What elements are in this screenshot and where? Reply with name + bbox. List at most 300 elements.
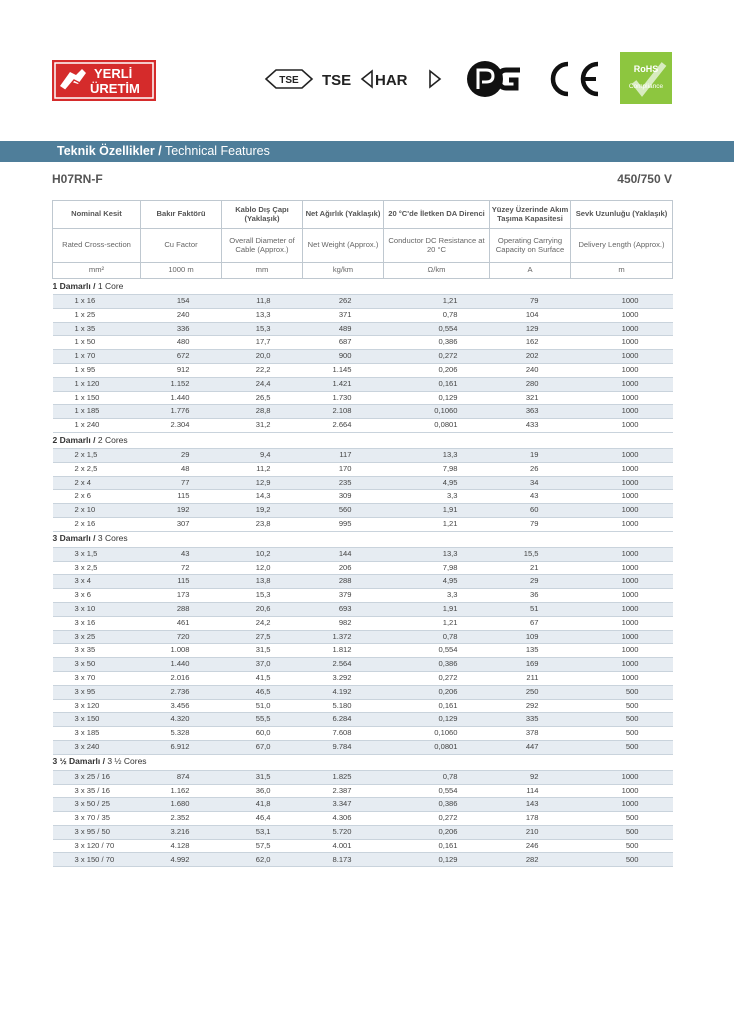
table-cell: 5.720: [303, 825, 384, 839]
table-cell: 2.352: [141, 812, 222, 826]
table-cell: 282: [490, 853, 571, 867]
table-cell: 7,98: [384, 561, 490, 575]
table-cell: 3 x 150 / 70: [53, 853, 141, 867]
table-cell: 693: [303, 602, 384, 616]
table-cell: 500: [571, 699, 673, 713]
table-cell: 115: [141, 490, 222, 504]
table-cell: 1.145: [303, 363, 384, 377]
cable-model: H07RN-F: [52, 172, 103, 186]
table-cell: 1000: [571, 644, 673, 658]
table-cell: 129: [490, 322, 571, 336]
table-cell: 114: [490, 784, 571, 798]
table-cell: 10,2: [222, 547, 303, 561]
table-cell: 321: [490, 391, 571, 405]
table-row: [53, 770, 673, 784]
table-cell: 178: [490, 812, 571, 826]
yerli-line2: ÜRETİM: [90, 81, 140, 96]
table-cell: 173: [141, 589, 222, 603]
table-cell: 1000: [571, 295, 673, 309]
table-cell: 162: [490, 336, 571, 350]
table-cell: 46,5: [222, 685, 303, 699]
table-row: [53, 504, 673, 518]
table-cell: 1000: [571, 419, 673, 433]
table-cell: 104: [490, 308, 571, 322]
section-title-english: 2 Cores: [97, 434, 128, 445]
title-turkish: Teknik Özellikler /: [57, 144, 162, 158]
table-cell: 1.152: [141, 377, 222, 391]
table-cell: 500: [571, 713, 673, 727]
table-cell: 433: [490, 419, 571, 433]
table-cell: 2 x 16: [53, 517, 141, 531]
table-cell: 3 x 240: [53, 740, 141, 754]
certification-logos: [0, 50, 734, 110]
table-row: [53, 713, 673, 727]
table-cell: 0,272: [384, 671, 490, 685]
table-cell: 0,1060: [384, 727, 490, 741]
table-cell: 2.016: [141, 671, 222, 685]
table-cell: 3 x 1,5: [53, 547, 141, 561]
table-cell: 0,1060: [384, 405, 490, 419]
table-row: [53, 336, 673, 350]
table-cell: 1000: [571, 616, 673, 630]
section-title: [53, 279, 673, 295]
table-cell: 31,5: [222, 644, 303, 658]
table-cell: 480: [141, 336, 222, 350]
header-row-english: [53, 229, 673, 263]
table-cell: 11,8: [222, 295, 303, 309]
tse-text: TSE: [322, 72, 352, 89]
header-cell: Yüzey Üzerinde Akım Taşıma Kapasitesi: [490, 201, 571, 229]
table-cell: 3 x 25: [53, 630, 141, 644]
table-cell: 371: [303, 308, 384, 322]
table-cell: 0,0801: [384, 740, 490, 754]
table-cell: 1000: [571, 490, 673, 504]
table-cell: 0,554: [384, 644, 490, 658]
table-cell: 144: [303, 547, 384, 561]
table-cell: 15,3: [222, 322, 303, 336]
table-cell: 1.421: [303, 377, 384, 391]
table-row: [53, 839, 673, 853]
table-cell: 0,78: [384, 630, 490, 644]
table-cell: 720: [141, 630, 222, 644]
table-cell: 1000: [571, 476, 673, 490]
table-cell: 1000: [571, 336, 673, 350]
table-cell: 28,8: [222, 405, 303, 419]
table-cell: 2 x 4: [53, 476, 141, 490]
header-cell: Operating Carrying Capacity on Surface: [490, 229, 571, 263]
rohs-compliance-logo: [620, 52, 672, 104]
table-cell: 210: [490, 825, 571, 839]
table-cell: 0,272: [384, 350, 490, 364]
table-cell: 4.320: [141, 713, 222, 727]
table-cell: 2.736: [141, 685, 222, 699]
table-cell: 14,3: [222, 490, 303, 504]
table-cell: 46,4: [222, 812, 303, 826]
header-cell: Cu Factor: [141, 229, 222, 263]
header-cell: Net Ağırlık (Yaklaşık): [303, 201, 384, 229]
table-cell: 1.440: [141, 658, 222, 672]
table-cell: 378: [490, 727, 571, 741]
yerli-uretim-logo: [52, 60, 156, 101]
table-cell: 2.108: [303, 405, 384, 419]
table-row: [53, 391, 673, 405]
table-cell: 0,129: [384, 853, 490, 867]
table-row: [53, 308, 673, 322]
table-cell: 19: [490, 448, 571, 462]
table-cell: 43: [141, 547, 222, 561]
tse-badge-text: TSE: [279, 75, 299, 86]
table-cell: 3 x 35: [53, 644, 141, 658]
section-title-turkish: 1 Damarlı /: [52, 280, 96, 291]
table-cell: 4.992: [141, 853, 222, 867]
table-cell: 288: [141, 602, 222, 616]
table-cell: 3 x 150: [53, 713, 141, 727]
table-row: [53, 517, 673, 531]
table-cell: 3 x 25 / 16: [53, 770, 141, 784]
table-cell: 67,0: [222, 740, 303, 754]
table-cell: 1,21: [384, 295, 490, 309]
table-cell: 4.128: [141, 839, 222, 853]
table-cell: 143: [490, 798, 571, 812]
table-cell: 4.001: [303, 839, 384, 853]
unit-cell: 1000 m: [141, 263, 222, 279]
table-row: [53, 784, 673, 798]
table-cell: 211: [490, 671, 571, 685]
unit-cell: Ω/km: [384, 263, 490, 279]
table-cell: 309: [303, 490, 384, 504]
table-cell: 60,0: [222, 727, 303, 741]
table-cell: 489: [303, 322, 384, 336]
table-row: [53, 295, 673, 309]
unit-cell: mm: [222, 263, 303, 279]
voltage-rating: 450/750 V: [617, 172, 672, 186]
table-cell: 0,386: [384, 798, 490, 812]
table-cell: 1000: [571, 798, 673, 812]
header-cell: Rated Cross-section: [53, 229, 141, 263]
table-cell: 0,129: [384, 713, 490, 727]
table-cell: 250: [490, 685, 571, 699]
table-cell: 1000: [571, 630, 673, 644]
section-title: [53, 754, 673, 770]
ce-text: CE: [544, 60, 546, 61]
table-cell: 67: [490, 616, 571, 630]
table-cell: 1000: [571, 462, 673, 476]
table-cell: 0,206: [384, 825, 490, 839]
section-title-english: 3 Cores: [97, 533, 128, 544]
table-cell: 109: [490, 630, 571, 644]
table-cell: 0,386: [384, 336, 490, 350]
table-cell: 0,272: [384, 812, 490, 826]
table-cell: 1000: [571, 671, 673, 685]
table-cell: 2.387: [303, 784, 384, 798]
table-cell: 1,91: [384, 504, 490, 518]
har-text: HAR: [375, 72, 408, 89]
table-cell: 1.825: [303, 770, 384, 784]
table-cell: 3.347: [303, 798, 384, 812]
table-cell: 17,7: [222, 336, 303, 350]
table-cell: 1000: [571, 575, 673, 589]
table-row: [53, 602, 673, 616]
table-cell: 3.456: [141, 699, 222, 713]
table-cell: 3 x 95: [53, 685, 141, 699]
table-cell: 13,3: [222, 308, 303, 322]
table-cell: 1000: [571, 322, 673, 336]
table-row: [53, 377, 673, 391]
header-cell: Delivery Length (Approx.): [571, 229, 673, 263]
table-row: [53, 350, 673, 364]
table-cell: 3,3: [384, 490, 490, 504]
table-row: [53, 630, 673, 644]
table-cell: 62,0: [222, 853, 303, 867]
table-cell: 1.680: [141, 798, 222, 812]
table-cell: 3 x 70 / 35: [53, 812, 141, 826]
table-cell: 288: [303, 575, 384, 589]
table-cell: 687: [303, 336, 384, 350]
table-cell: 29: [490, 575, 571, 589]
table-cell: 72: [141, 561, 222, 575]
table-cell: 246: [490, 839, 571, 853]
table-cell: 13,3: [384, 547, 490, 561]
table-cell: 3 x 185: [53, 727, 141, 741]
table-cell: 995: [303, 517, 384, 531]
table-cell: 1000: [571, 517, 673, 531]
table-cell: 3 x 120 / 70: [53, 839, 141, 853]
table-cell: 2 x 2,5: [53, 462, 141, 476]
table-cell: 292: [490, 699, 571, 713]
table-cell: 447: [490, 740, 571, 754]
table-cell: 3.216: [141, 825, 222, 839]
header-cell: Kablo Dış Çapı (Yaklaşık): [222, 201, 303, 229]
table-cell: 1 x 35: [53, 322, 141, 336]
table-cell: 1 x 70: [53, 350, 141, 364]
table-cell: 51,0: [222, 699, 303, 713]
table-cell: 0,206: [384, 363, 490, 377]
rohs-line1: RoHS: [633, 64, 659, 74]
table-cell: 12,9: [222, 476, 303, 490]
table-cell: 912: [141, 363, 222, 377]
table-cell: 117: [303, 448, 384, 462]
table-cell: 0,206: [384, 685, 490, 699]
section-title: [53, 531, 673, 547]
table-cell: 3 x 120: [53, 699, 141, 713]
header-cell: Bakır Faktörü: [141, 201, 222, 229]
table-cell: 170: [303, 462, 384, 476]
table-cell: 461: [141, 616, 222, 630]
table-cell: 280: [490, 377, 571, 391]
table-cell: 379: [303, 589, 384, 603]
table-row: [53, 853, 673, 867]
header-cell: Sevk Uzunluğu (Yaklaşık): [571, 201, 673, 229]
table-cell: 500: [571, 727, 673, 741]
table-cell: 24,2: [222, 616, 303, 630]
table-row: [53, 405, 673, 419]
table-cell: 192: [141, 504, 222, 518]
table-cell: 1.008: [141, 644, 222, 658]
table-cell: 1000: [571, 589, 673, 603]
table-cell: 13,3: [384, 448, 490, 462]
table-cell: 0,386: [384, 658, 490, 672]
table-cell: 43: [490, 490, 571, 504]
table-cell: 500: [571, 685, 673, 699]
table-cell: 6.912: [141, 740, 222, 754]
section-title: [57, 144, 270, 158]
table-cell: 3 x 95 / 50: [53, 825, 141, 839]
table-cell: 1000: [571, 377, 673, 391]
table-cell: 2.304: [141, 419, 222, 433]
table-cell: 57,5: [222, 839, 303, 853]
section-title: [53, 432, 673, 448]
table-cell: 6.284: [303, 713, 384, 727]
table-cell: 135: [490, 644, 571, 658]
table-cell: 363: [490, 405, 571, 419]
table-cell: 36,0: [222, 784, 303, 798]
table-cell: 77: [141, 476, 222, 490]
table-row: [53, 616, 673, 630]
table-cell: 2.564: [303, 658, 384, 672]
table-cell: 0,129: [384, 391, 490, 405]
table-cell: 0,554: [384, 322, 490, 336]
table-cell: 41,5: [222, 671, 303, 685]
table-row: [53, 490, 673, 504]
table-cell: 7,98: [384, 462, 490, 476]
table-cell: 1 x 16: [53, 295, 141, 309]
table-cell: 15,3: [222, 589, 303, 603]
table-cell: 31,2: [222, 419, 303, 433]
table-row: [53, 448, 673, 462]
table-cell: 0,78: [384, 308, 490, 322]
table-cell: 1 x 240: [53, 419, 141, 433]
table-row: [53, 419, 673, 433]
table-cell: 1.776: [141, 405, 222, 419]
table-cell: 2 x 6: [53, 490, 141, 504]
table-cell: 0,161: [384, 839, 490, 853]
ce-mark-logo: [544, 60, 602, 98]
table-cell: 1.372: [303, 630, 384, 644]
table-cell: 1.162: [141, 784, 222, 798]
table-cell: 1 x 185: [53, 405, 141, 419]
table-cell: 12,0: [222, 561, 303, 575]
table-cell: 1000: [571, 363, 673, 377]
table-cell: 1,21: [384, 616, 490, 630]
table-cell: 1 x 120: [53, 377, 141, 391]
table-cell: 3,3: [384, 589, 490, 603]
table-cell: 335: [490, 713, 571, 727]
table-row: [53, 658, 673, 672]
table-cell: 2 x 10: [53, 504, 141, 518]
table-cell: 1000: [571, 658, 673, 672]
table-cell: 15,5: [490, 547, 571, 561]
table-cell: 3 x 50: [53, 658, 141, 672]
table-cell: 500: [571, 839, 673, 853]
table-cell: 3 x 35 / 16: [53, 784, 141, 798]
header-cell: Conductor DC Resistance at 20 °C: [384, 229, 490, 263]
table-cell: 1000: [571, 770, 673, 784]
table-cell: 206: [303, 561, 384, 575]
section-header-row: [53, 754, 673, 770]
table-cell: 0,78: [384, 770, 490, 784]
table-cell: 3 x 6: [53, 589, 141, 603]
table-cell: 1000: [571, 308, 673, 322]
table-cell: 79: [490, 295, 571, 309]
table-cell: 92: [490, 770, 571, 784]
unit-cell: mm²: [53, 263, 141, 279]
table-cell: 1 x 150: [53, 391, 141, 405]
table-cell: 26,5: [222, 391, 303, 405]
table-cell: 1,21: [384, 517, 490, 531]
unit-cell: A: [490, 263, 571, 279]
table-cell: 1000: [571, 405, 673, 419]
table-row: [53, 685, 673, 699]
section-header-row: [53, 432, 673, 448]
table-cell: 55,5: [222, 713, 303, 727]
table-cell: 2 x 1,5: [53, 448, 141, 462]
section-title-band: [0, 141, 734, 162]
table-cell: 1000: [571, 784, 673, 798]
table-cell: 19,2: [222, 504, 303, 518]
unit-cell: kg/km: [303, 263, 384, 279]
table-cell: 202: [490, 350, 571, 364]
unit-cell: m: [571, 263, 673, 279]
table-cell: 0,161: [384, 699, 490, 713]
table-cell: 500: [571, 825, 673, 839]
table-cell: 1,91: [384, 602, 490, 616]
table-row: [53, 561, 673, 575]
yerli-line1: YERLİ: [94, 66, 133, 81]
table-cell: 672: [141, 350, 222, 364]
table-row: [53, 740, 673, 754]
table-cell: 262: [303, 295, 384, 309]
table-cell: 29: [141, 448, 222, 462]
table-cell: 60: [490, 504, 571, 518]
table-cell: 3 x 16: [53, 616, 141, 630]
table-cell: 1000: [571, 350, 673, 364]
section-title-turkish: 2 Damarlı /: [52, 434, 96, 445]
table-cell: 8.173: [303, 853, 384, 867]
table-cell: 9,4: [222, 448, 303, 462]
table-cell: 0,554: [384, 784, 490, 798]
section-title-english: 3 ½ Cores: [107, 756, 147, 767]
table-cell: 3 x 10: [53, 602, 141, 616]
table-row: [53, 671, 673, 685]
table-cell: 11,2: [222, 462, 303, 476]
table-cell: 1000: [571, 448, 673, 462]
table-cell: 560: [303, 504, 384, 518]
table-cell: 154: [141, 295, 222, 309]
table-cell: 34: [490, 476, 571, 490]
table-cell: 4,95: [384, 575, 490, 589]
table-cell: 1000: [571, 602, 673, 616]
table-row: [53, 699, 673, 713]
pct-logo: [466, 60, 522, 98]
table-row: [53, 812, 673, 826]
table-cell: 41,8: [222, 798, 303, 812]
section-title-english: 1 Core: [97, 280, 124, 291]
table-cell: 240: [141, 308, 222, 322]
table-row: [53, 363, 673, 377]
table-cell: 1 x 50: [53, 336, 141, 350]
table-cell: 79: [490, 517, 571, 531]
table-cell: 27,5: [222, 630, 303, 644]
table-cell: 3 x 70: [53, 671, 141, 685]
header-cell: Nominal Kesit: [53, 201, 141, 229]
section-header-row: [53, 531, 673, 547]
table-cell: 23,8: [222, 517, 303, 531]
table-cell: 48: [141, 462, 222, 476]
table-cell: 20,0: [222, 350, 303, 364]
table-cell: 4,95: [384, 476, 490, 490]
table-cell: 169: [490, 658, 571, 672]
table-row: [53, 589, 673, 603]
